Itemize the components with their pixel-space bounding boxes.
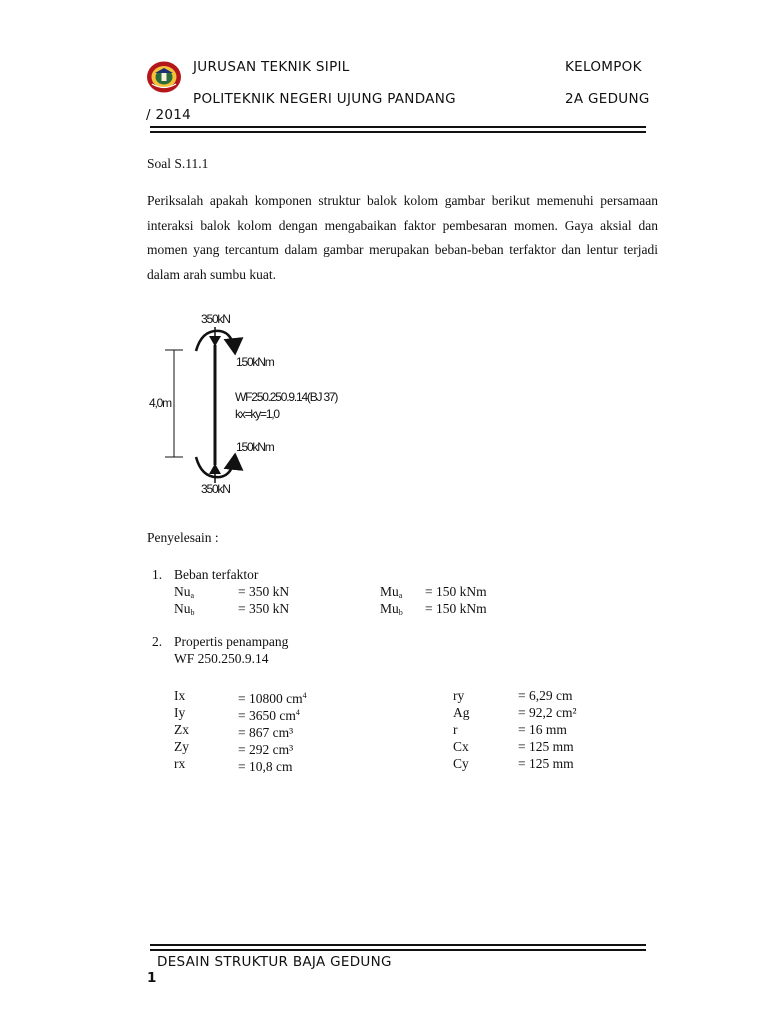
beam-column-diagram — [140, 305, 440, 505]
property-label: r — [453, 722, 458, 737]
header-class: 2A GEDUNG — [565, 91, 650, 107]
property-value: = 92,2 cm² — [518, 705, 577, 720]
moment-label-b: $Mu_b$ — [380, 601, 403, 617]
footer-title: DESAIN STRUKTUR BAJA GEDUNG — [157, 954, 392, 970]
profile-label: WF250.250.9.14(BJ 37) — [235, 390, 338, 404]
k-factor-label: kx=ky=1,0 — [235, 407, 279, 421]
top-force-label: 350kN — [201, 312, 230, 326]
header-rule-top — [150, 126, 646, 128]
section-2-number: 2. — [152, 634, 163, 649]
section-2-profile: WF 250.250.9.14 — [174, 651, 269, 666]
property-value: = 292 cm³ — [238, 742, 294, 757]
footer — [0, 940, 768, 1000]
load-value-a: = 350 kN — [238, 584, 290, 599]
header-school: POLITEKNIK NEGERI UJUNG PANDANG — [193, 91, 456, 107]
bottom-force-label: 350kN — [201, 482, 230, 496]
section-1-title: Beban terfaktor — [174, 567, 259, 582]
property-label: Ag — [453, 705, 470, 720]
header-year: / 2014 — [146, 107, 191, 123]
moment-label-a: $Mu_a$ — [380, 584, 403, 600]
solution-title: Penyelesain : — [147, 530, 219, 545]
logo-emblem-icon — [146, 60, 182, 94]
section-1-number: 1. — [152, 567, 163, 582]
diagram-drawing — [140, 305, 440, 505]
property-label: Ix — [174, 688, 186, 703]
property-value: = 867 cm³ — [238, 725, 294, 740]
load-label-b: $Nu_b$ — [174, 601, 195, 617]
property-value: = 125 mm — [518, 756, 574, 771]
footer-rule-bottom — [150, 949, 646, 951]
problem-text: Periksalah apakah komponen struktur balok kolom gambar berikut memenuhi persamaan interaksi balok kolom dengan mengabaikan faktor pembesaran momen. Gaya aksial dan momen yang tercantum dalam gambar merupakan beban-beban terfaktor dan lentur terjadi dalam arah sumbu kuat. — [147, 193, 658, 282]
load-value-b: = 350 kN — [238, 601, 290, 616]
property-label: rx — [174, 756, 186, 771]
length-label: 4,0m — [149, 396, 171, 410]
property-label: ry — [453, 688, 465, 703]
property-label: Iy — [174, 705, 186, 720]
property-value: = 10,8 cm — [238, 759, 293, 774]
load-label-a: $Nu_a$ — [174, 584, 195, 600]
problem-title: Soal S.11.1 — [147, 156, 209, 171]
property-value: = 125 mm — [518, 739, 574, 754]
property-label: Zy — [174, 739, 189, 754]
header — [0, 0, 768, 140]
bottom-moment-label: 150kNm — [236, 440, 274, 454]
footer-rule-top — [150, 944, 646, 946]
property-label: Zx — [174, 722, 189, 737]
section-2-title: Propertis penampang — [174, 634, 289, 649]
property-label: Cy — [453, 756, 469, 771]
page-number: 1 — [147, 970, 157, 986]
header-rule-bottom — [150, 131, 646, 133]
property-label: Cx — [453, 739, 469, 754]
header-group: KELOMPOK — [565, 59, 642, 75]
property-value: = 3650 $cm^4$ — [238, 708, 300, 723]
top-moment-label: 150kNm — [236, 355, 274, 369]
header-dept: JURUSAN TEKNIK SIPIL — [193, 59, 350, 75]
property-value: = 16 mm — [518, 722, 567, 737]
moment-value-a: = 150 kNm — [425, 584, 487, 599]
moment-value-b: = 150 kNm — [425, 601, 487, 616]
property-value: = 6,29 cm — [518, 688, 573, 703]
property-value: = 10800 $cm^4$ — [238, 691, 307, 706]
